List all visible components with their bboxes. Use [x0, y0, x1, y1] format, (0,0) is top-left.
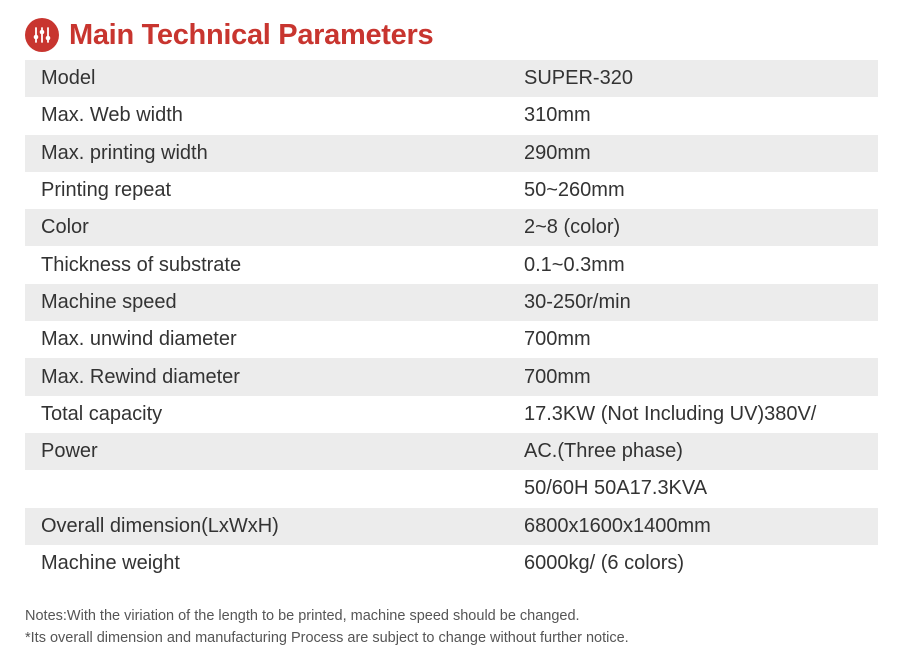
param-value: 0.1~0.3mm — [524, 253, 625, 276]
table-row — [25, 321, 878, 358]
param-value: 700mm — [524, 365, 591, 388]
table-row — [25, 97, 878, 134]
param-value: 50~260mm — [524, 179, 625, 202]
param-label: Printing repeat — [41, 179, 172, 202]
param-label: Max. unwind diameter — [41, 328, 237, 351]
param-value: AC.(Three phase) — [524, 440, 683, 463]
param-value: 30-250r/min — [524, 290, 631, 313]
table-row — [25, 545, 878, 582]
param-value: 2~8 (color) — [524, 216, 621, 239]
param-value: 6000kg/ (6 colors) — [524, 552, 685, 574]
param-value: 50/60H 50A17.3KVA — [524, 477, 708, 500]
table-row — [25, 209, 878, 246]
param-label: Max. Rewind diameter — [41, 365, 240, 388]
table-row — [25, 135, 878, 172]
param-label: Max. Web width — [41, 104, 183, 127]
note-line: *Its overall dimension and manufacturing Process are subject to change without further notice. — [25, 630, 629, 646]
param-value: 310mm — [524, 104, 591, 127]
table-row — [25, 508, 878, 545]
table-row — [25, 470, 878, 507]
param-label: Power — [41, 440, 98, 463]
page-title: Main Technical Parameters — [69, 18, 434, 51]
param-value: 17.3KW (Not Including UV)380V/ — [524, 402, 817, 425]
table-row — [25, 60, 878, 97]
section-header — [25, 18, 433, 52]
table-row — [25, 246, 878, 283]
param-label: Color — [41, 216, 89, 239]
param-label: Machine weight — [41, 552, 180, 574]
note-line: Notes:With the viriation of the length to be printed, machine speed should be changed. — [25, 608, 580, 624]
table-row — [25, 172, 878, 209]
param-value: 6800x1600x1400mm — [524, 514, 711, 537]
param-label: Max. printing width — [41, 141, 208, 164]
table-row — [25, 433, 878, 470]
param-label: Thickness of substrate — [41, 253, 242, 276]
table-row — [25, 396, 878, 433]
param-value: 290mm — [524, 141, 591, 164]
param-label: Overall dimension(LxWxH) — [41, 514, 279, 537]
footnotes — [25, 605, 629, 649]
param-value: SUPER-320 — [524, 67, 633, 90]
param-label: Machine speed — [41, 290, 177, 313]
parameters-table — [25, 60, 878, 582]
table-row — [25, 358, 878, 395]
param-value: 700mm — [524, 328, 591, 351]
param-label: Total capacity — [41, 402, 163, 425]
param-label: Model — [41, 67, 96, 90]
sliders-icon — [25, 18, 59, 52]
table-row — [25, 284, 878, 321]
